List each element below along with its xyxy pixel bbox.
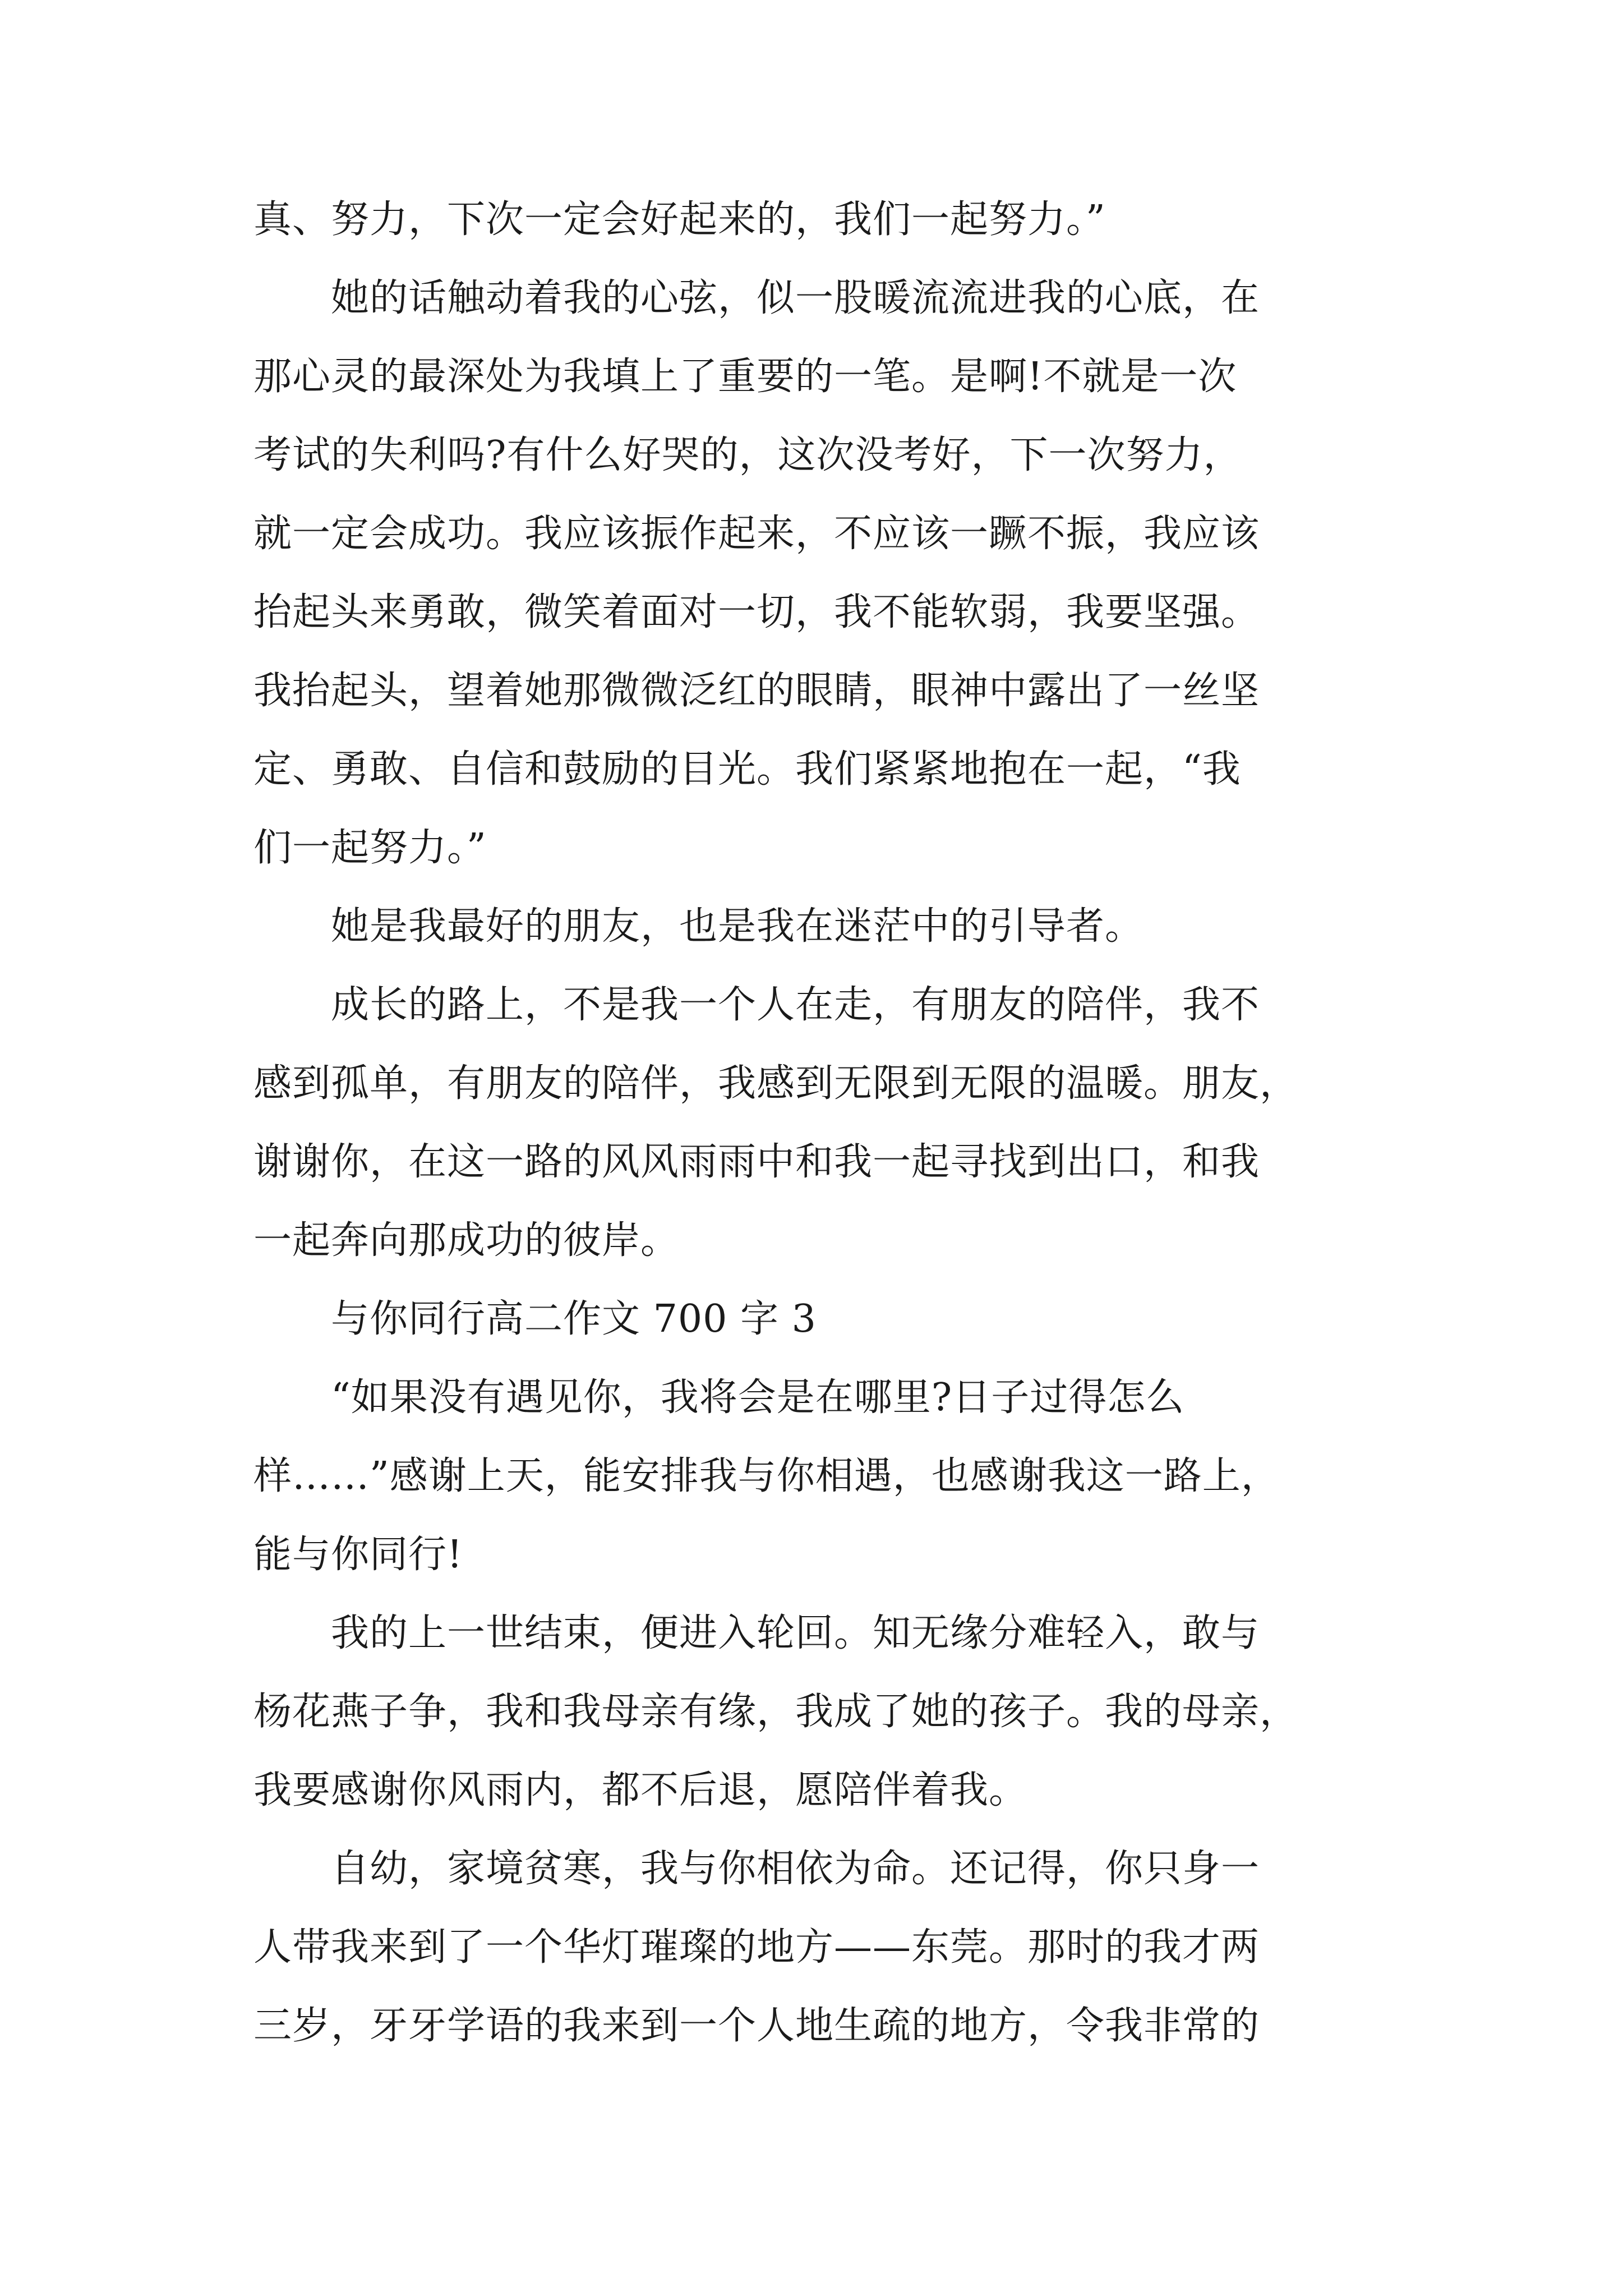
text-line: 她的话触动着我的心弦，似一股暖流流进我的心底，在 — [331, 276, 1260, 320]
paragraph-best-friend — [253, 887, 1381, 966]
text-line: 感到孤单，有朋友的陪伴，我感到无限到无限的温暖。朋友， — [253, 1061, 1299, 1106]
text-line: 考试的失利吗?有什么好哭的，这次没考好，下一次努力， — [253, 433, 1242, 477]
paragraph-friend-words — [253, 259, 1381, 887]
text-line: 真、努力，下次一定会好起来的，我们一起努力。” — [253, 197, 1106, 242]
text-line: “如果没有遇见你，我将会是在哪里?日子过得怎么 — [331, 1375, 1185, 1420]
text-line: 我的上一世结束，便进入轮回。知无缘分难轻入，敢与 — [331, 1611, 1260, 1655]
heading-line: 与你同行高二作文 700 字 3 — [331, 1297, 817, 1341]
text-line: 她是我最好的朋友，也是我在迷茫中的引导者。 — [331, 904, 1144, 949]
paragraph-meeting-you — [253, 1359, 1381, 1594]
text-line: 杨花燕子争，我和我母亲有缘，我成了她的孩子。我的母亲， — [253, 1690, 1299, 1734]
document-body — [253, 181, 1381, 2065]
text-line: 能与你同行! — [253, 1533, 463, 1577]
text-line: 人带我来到了一个华灯璀璨的地方——东莞。那时的我才两 — [253, 1925, 1260, 1970]
text-line: 就一定会成功。我应该振作起来，不应该一蹶不振，我应该 — [253, 512, 1260, 556]
text-line: 我抬起头，望着她那微微泛红的眼睛，眼神中露出了一丝坚 — [253, 669, 1260, 713]
paragraph-childhood — [253, 1830, 1381, 2065]
text-line: 成长的路上，不是我一个人在走，有朋友的陪伴，我不 — [331, 983, 1260, 1027]
paragraph-growth-road — [253, 966, 1381, 1280]
text-line: 一起奔向那成功的彼岸。 — [253, 1218, 680, 1263]
text-line: 谢谢你，在这一路的风风雨雨中和我一起寻找到出口，和我 — [253, 1140, 1260, 1184]
text-line: 样……”感谢上天，能安排我与你相遇，也感谢我这一路上， — [253, 1454, 1280, 1498]
paragraph-previous-life — [253, 1594, 1381, 1830]
text-line: 三岁，牙牙学语的我来到一个人地生疏的地方，令我非常的 — [253, 2004, 1260, 2048]
paragraph-continuation — [253, 181, 1381, 259]
section-heading — [253, 1280, 1381, 1359]
text-line: 定、勇敢、自信和鼓励的目光。我们紧紧地抱在一起，“我 — [253, 747, 1241, 792]
text-line: 们一起努力。” — [253, 826, 487, 870]
text-line: 自幼，家境贫寒，我与你相依为命。还记得，你只身一 — [331, 1847, 1260, 1891]
text-line: 我要感谢你风雨内，都不后退，愿陪伴着我。 — [253, 1768, 1028, 1812]
text-line: 抬起头来勇敢，微笑着面对一切，我不能软弱，我要坚强。 — [253, 590, 1260, 634]
text-line: 那心灵的最深处为我填上了重要的一笔。是啊!不就是一次 — [253, 355, 1237, 399]
